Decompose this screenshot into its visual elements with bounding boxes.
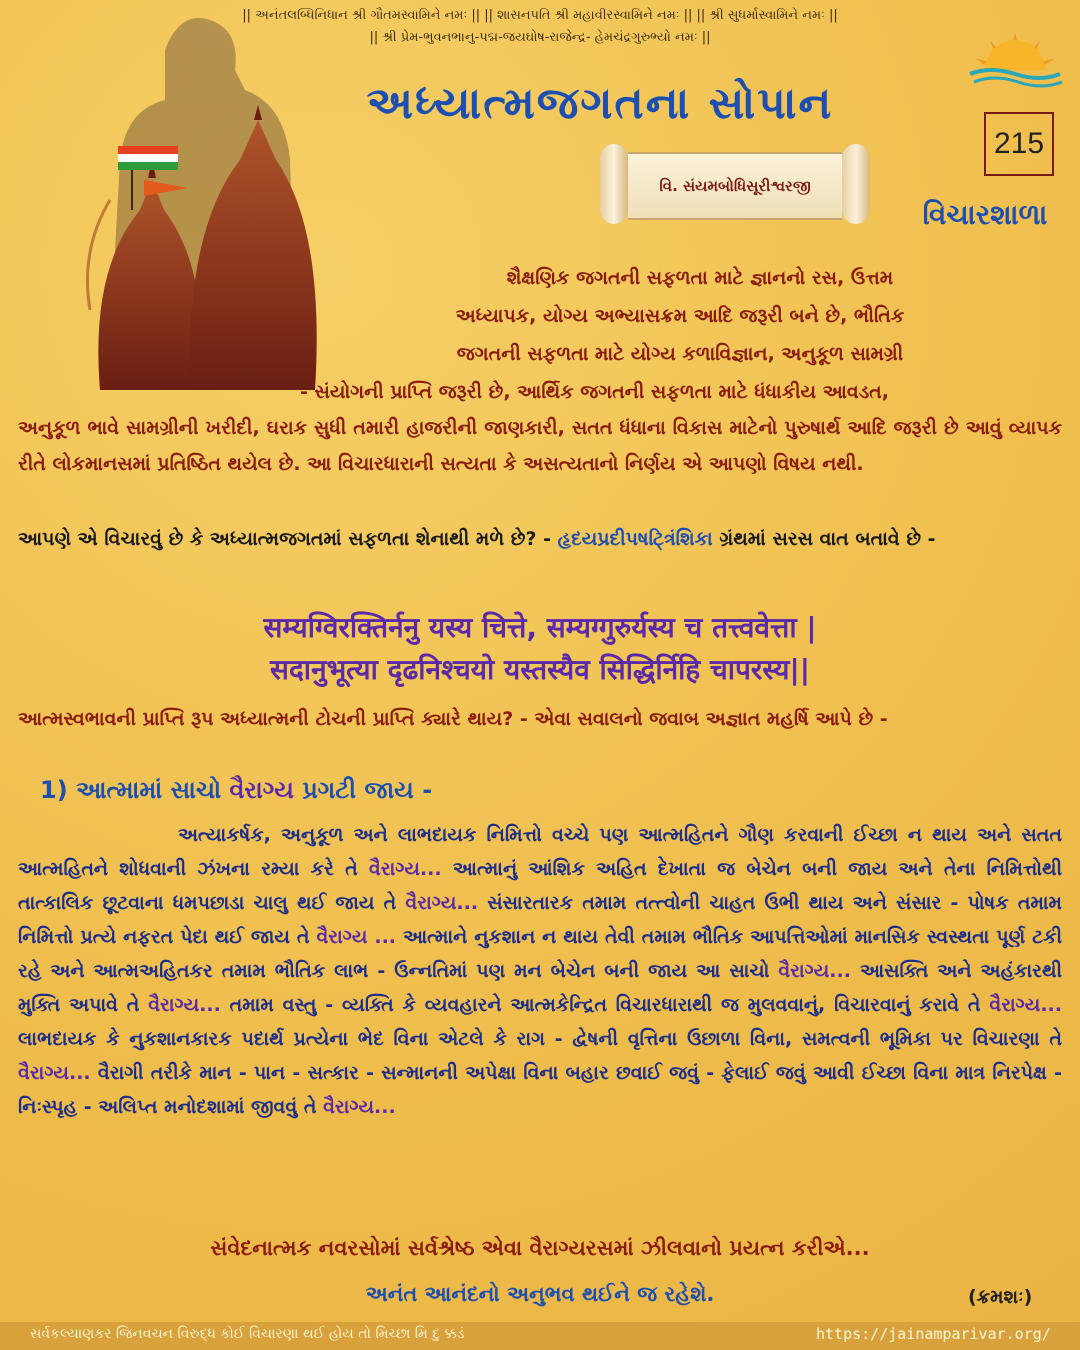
invocation-line-1: || અનંતલબ્ધિનિધાન શ્રી ગૌતમસ્વામિને નમઃ || || શાસનપતિ શ્રી મહાવીરસ્વામિને નમઃ || || શ્રી સુધર્માસ્વામિને નમઃ || (242, 8, 838, 23)
vairagya-keyword: વૈરાગ્ય... (368, 858, 442, 880)
closing-line-1: સંવેદનાત્મક નવરસોમાં સર્વશ્રેષ્ઠ એવા વૈરાગ્યરસમાં ઝીલવાનો પ્રયત્ન કરીએ... (210, 1236, 870, 1260)
author-name: વિ. સંયમબોધિસૂરીશ્વરજી (628, 152, 842, 220)
answer-intro: આત્મસ્વભાવની પ્રાપ્તિ રૂપ અધ્યાત્મની ટોચની પ્રાપ્તિ ક્યારે થાય? - એવા સવાલનો જવાબ અજ્ઞાત મહર્ષિ આપે છે - (18, 708, 888, 730)
book-name: હૃદયપ્રદીપષટ્ત્રિંશિકા (557, 528, 713, 550)
vairagya-keyword: વૈરાગ્ય... (989, 994, 1062, 1016)
body-segment: વૈરાગી તરીકે માન - પાન - સત્કાર - સન્માનની અપેક્ષા વિના બહાર છવાઈ જવું - ફેલાઈ જવું આવી ઈચ્છા વિના માત્ર નિરપેક્ષ - નિઃસ્પૃહ - અલિપ્ત મનોદશામાં જીવવું તે (18, 1062, 1062, 1118)
intro-line-2: અધ્યાપક, યોગ્ય અભ્યાસક્રમ આદિ જરૂરી બને છે, ભૌતિક (455, 305, 905, 327)
intro-line-4: - સંયોગની પ્રાપ્તિ જરૂરી છે, આર્થિક જગતની સફળતા માટે ધંધાકીય આવડત, (300, 381, 889, 403)
vairagya-keyword: વૈરાગ્ય... (18, 1062, 91, 1084)
question-paragraph (18, 522, 1062, 556)
footer-url-link[interactable]: https://jainamparivar.org/ (816, 1325, 1051, 1343)
footer-note: સર્વકલ્યાણકર જિનવચન વિરુદ્ધ કોઈ વિચારણા થઈ હોય તો મિચ્છા મિ દુ ક્કડં (30, 1326, 465, 1342)
page-title: અધ્યાત્મજગતના સોપાન (366, 78, 834, 129)
invocation-line-2: || શ્રી પ્રેમ-ભુવનભાનુ-પદ્મ-જયઘોષ-રાજેન્દ્ર- હેમચંદ્રગુરુભ્યો નમઃ || (369, 30, 711, 45)
body-segment: સંસારતારક તમામ તત્ત્વોની ચાહત ઉભી થાય અને સંસાર - પોષક તમામ નિમિત્તો પ્રત્યે નફરત પેદા થઈ જાય તે (18, 892, 1062, 948)
vairagya-keyword: વૈરાગ્ય... (323, 1096, 396, 1118)
question-part-2: ગ્રંથમાં સરસ વાત બતાવે છે - (712, 528, 936, 550)
intro-line-1: શૈક્ષણિક જગતની સફળતા માટે જ્ઞાનનો રસ, ઉત્તમ (506, 267, 894, 289)
closing-line-2: અનંત આનંદનો અનુભવ થઈને જ રહેશે. (365, 1282, 715, 1306)
verse-line-2: सदानुभूत्या दृढनिश्चयो यस्तस्यैव सिद्धिर्निहि चापरस्य|| (270, 653, 810, 686)
vairagya-keyword: વૈરાગ્ય ... (316, 926, 397, 948)
body-segment: આત્માને નુકશાન ન થાય તેવી તમામ ભૌતિક આપત્તિઓમાં માનસિક સ્વસ્થતા પૂર્ણ ટકી રહે અને આત્મઅહિતકર તમામ ભૌતિક લાભ - ઉન્નતિમાં પણ મન બેચેન બની જાય આ સાચો (18, 926, 1063, 982)
point-suffix: પ્રગટી જાય - (293, 776, 433, 804)
vairagya-keyword: વૈરાગ્ય... (778, 960, 851, 982)
question-part-1: આપણે એ વિચારવું છે કે અધ્યાત્મજગતમાં સફળતા શેનાથી મળે છે? - (18, 528, 558, 550)
vairagya-keyword: વૈરાગ્ય... (405, 892, 479, 914)
temple-illustration (70, 10, 370, 400)
scroll-banner (600, 144, 870, 224)
body-segment: આત્માનું આંશિક અહિત દેખાતા જ બેચેન બની જાય અને તેના નિમિત્તોથી તાત્કાલિક છૂટવાના ધમપછાડા ચાલુ થઈ જાય તે (18, 858, 1063, 914)
body-paragraph (18, 818, 1062, 1124)
continued-label: (ક્રમશઃ) (968, 1286, 1033, 1308)
point-prefix: 1) આત્મામાં સાચો (40, 776, 230, 804)
section-label: વિચારશાળા (922, 198, 1048, 231)
page-number: 215 (984, 112, 1054, 176)
sun-logo-icon (960, 22, 1070, 92)
intro-rest: અનુકૂળ ભાવે સામગ્રીની ખરીદી, ઘરાક સુધી તમારી હાજરીની જાણકારી, સતત ધંધાના વિકાસ માટેનો પુરુષાર્થ આદિ જરૂરી છે આવું વ્યાપક રીતે લોકમાનસમાં પ્રતિષ્ઠિત થયેલ છે. આ વિચારધારાની સત્યતા કે અસત્યતાનો નિર્ણય એ આપણો વિષય નથી. (18, 417, 1062, 475)
point-heading (40, 776, 432, 804)
body-segment: આસક્તિ અને અહંકારથી મુક્તિ અપાવે તે (18, 960, 1062, 1016)
vairagya-keyword: વૈરાગ્ય... (148, 994, 221, 1016)
body-segment: લાભદાયક કે નુકશાનકારક પદાર્થ પ્રત્યેના ભેદ વિના એટલે કે રાગ - દ્વેષની વૃત્તિના ઉછાળા વિના, સમત્વની ભૂમિકા પર વિચારણા તે (18, 1028, 1062, 1050)
body-segment: અત્યાકર્ષક, અનુકૂળ અને લાભદાયક નિમિત્તો વચ્ચે પણ આત્મહિતને ગૌણ કરવાની ઈચ્છા ન થાય અને સતત આત્મહિતને શોધવાની ઝંખના રમ્યા કરે તે (18, 824, 1062, 880)
intro-line-3: જગતની સફળતા માટે યોગ્ય કળાવિજ્ઞાન, અનુકૂળ સામગ્રી (456, 343, 904, 365)
verse-line-1: सम्यग्विरक्तिर्ननु यस्य चित्ते, सम्यग्गुरुर्यस्य च तत्त्ववेत्ता | (263, 611, 817, 644)
body-segment: તમામ વસ્તુ - વ્યક્તિ કે વ્યવહારને આત્મકેન્દ્રિત વિચારધારાથી જ મુલવવાનું, વિચારવાનું કરાવે તે (220, 994, 990, 1016)
point-keyword: વૈરાગ્ય (229, 776, 294, 804)
